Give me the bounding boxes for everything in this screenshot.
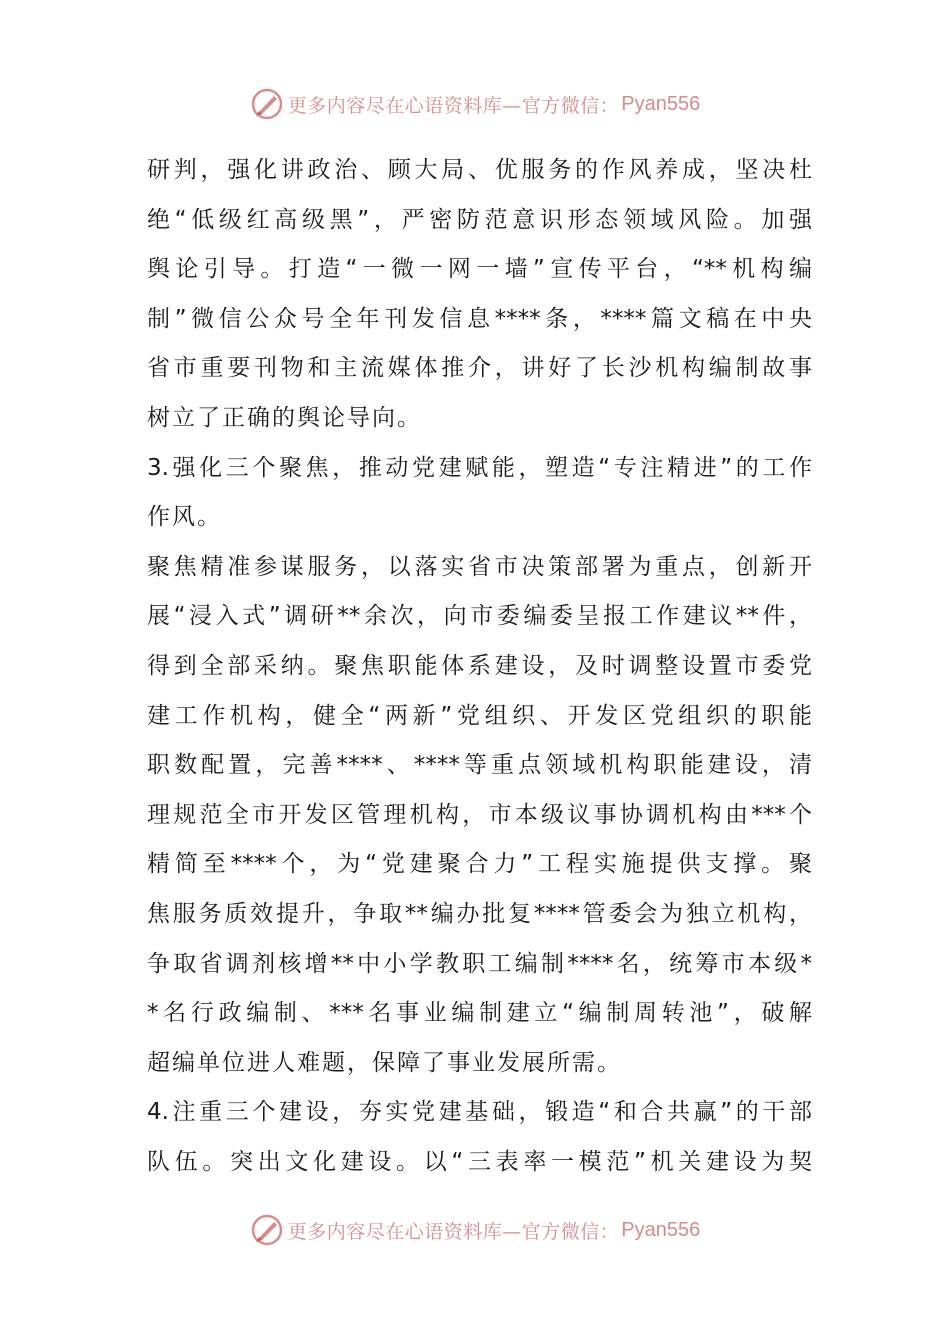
section-heading-3: 3.强化三个聚焦，推动党建赋能，塑造“专注精进”的工作 bbox=[147, 454, 812, 481]
text-line: 舆论引导。打造“一微一网一墙”宣传平台，“**机构编 bbox=[147, 256, 812, 283]
watermark-text: 更多内容尽在心语资料库—官方微信： bbox=[287, 1220, 620, 1243]
text-line: 超编单位进人难题，保障了事业发展所需。 bbox=[147, 1049, 622, 1076]
text-line: 得到全部采纳。聚焦职能体系建设，及时调整设置市委党 bbox=[147, 652, 812, 679]
text-line: 焦服务质效提升，争取**编办批复****管委会为独立机构， bbox=[147, 900, 812, 927]
text-line: 制”微信公众号全年刊发信息****条，****篇文稿在中央 bbox=[147, 305, 812, 332]
text-line: 聚焦精准参谋服务，以落实省市决策部署为重点，创新开 bbox=[147, 553, 812, 580]
text-line: 争取省调剂核增**中小学教职工编制****名，统筹市本级* bbox=[147, 950, 812, 977]
text-line: 绝“低级红高级黑”，严密防范意识形态领域风险。加强 bbox=[147, 206, 812, 233]
pen-logo-icon bbox=[250, 87, 284, 121]
text-line: 理规范全市开发区管理机构，市本级议事协调机构由***个 bbox=[147, 801, 812, 828]
text-line: *名行政编制、***名事业编制建立“编制周转池”，破解 bbox=[147, 1000, 812, 1027]
text-line: 职数配置，完善****、****等重点领域机构职能建设，清 bbox=[147, 752, 812, 779]
text-line: 精简至****个，为“党建聚合力”工程实施提供支撑。聚 bbox=[147, 851, 812, 878]
pen-logo-icon bbox=[250, 1213, 284, 1247]
document-body bbox=[147, 146, 812, 1187]
text-line: 研判，强化讲政治、顾大局、优服务的作风养成，坚决杜 bbox=[147, 157, 812, 183]
text-line: 队伍。突出文化建设。以“三表率一模范”机关建设为契 bbox=[147, 1148, 812, 1175]
text-line: 树立了正确的舆论导向。 bbox=[147, 404, 422, 431]
section-heading-3-cont: 作风。 bbox=[147, 504, 222, 531]
text-line: 展“浸入式”调研**余次，向市委编委呈报工作建议**件， bbox=[147, 603, 812, 630]
header-watermark bbox=[0, 84, 950, 124]
watermark-id: Pyan556 bbox=[621, 92, 701, 115]
footer-watermark bbox=[0, 1210, 950, 1250]
text-line: 建工作机构，健全“两新”党组织、开发区党组织的职能 bbox=[147, 702, 812, 729]
section-heading-4: 4.注重三个建设，夯实党建基础，锻造“和合共赢”的干部 bbox=[147, 1099, 812, 1126]
watermark-text: 更多内容尽在心语资料库—官方微信： bbox=[287, 94, 620, 117]
text-line: 省市重要刊物和主流媒体推介，讲好了长沙机构编制故事 bbox=[147, 355, 812, 382]
watermark-id: Pyan556 bbox=[621, 1218, 701, 1241]
